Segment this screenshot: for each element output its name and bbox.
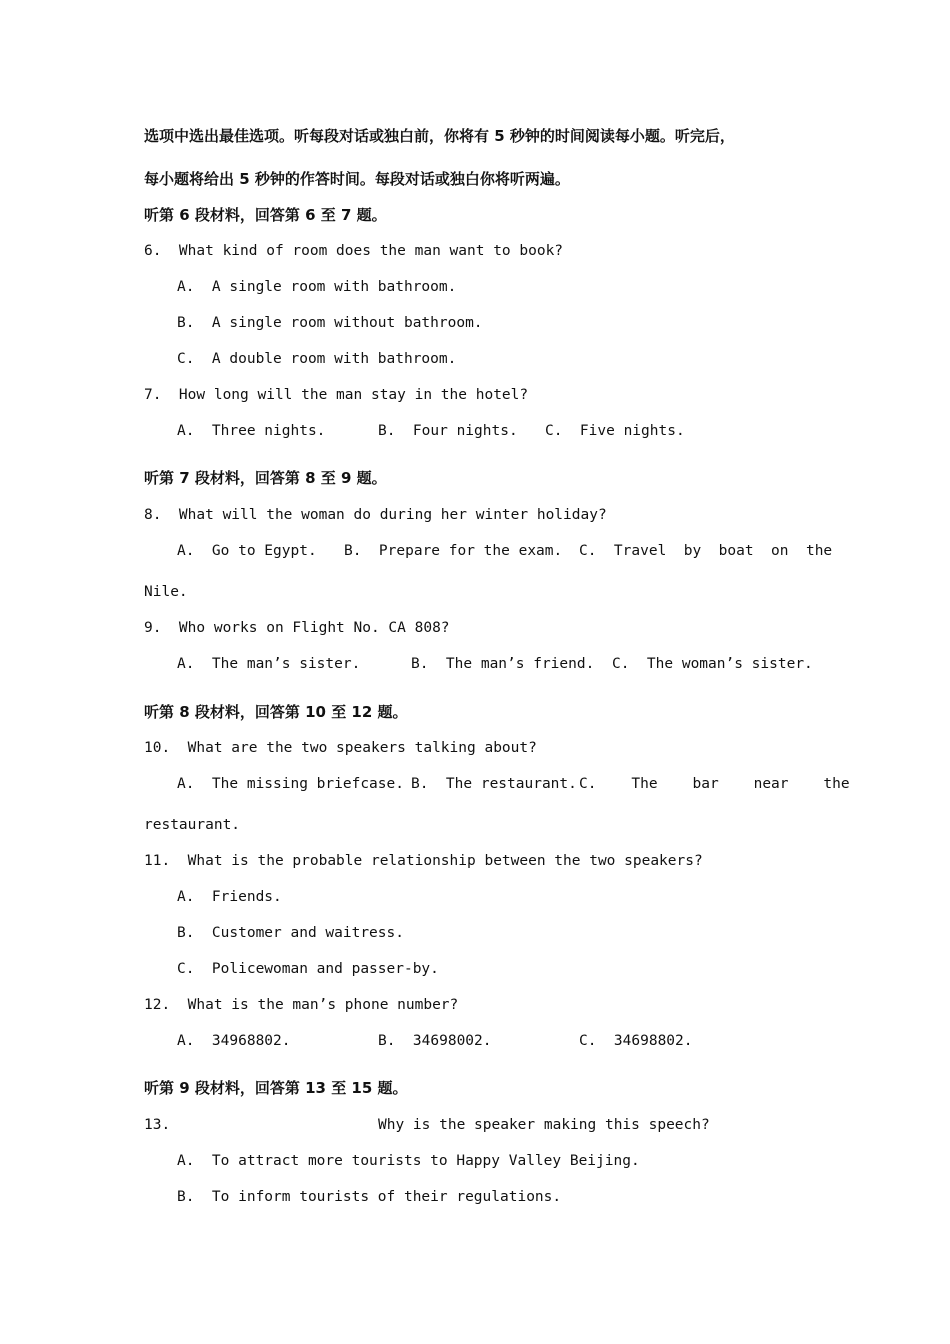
question-12-option-a: A. 34968802. (177, 1033, 291, 1049)
section-heading: 听第 7 段材料，回答第 8 至 9 题。 (144, 469, 387, 487)
question-12-stem: 12. What is the man’s phone number? (144, 997, 459, 1013)
question-7-option-a: A. Three nights. (177, 423, 326, 439)
question-13-option-b: B. To inform tourists of their regulations. (177, 1189, 562, 1205)
question-7-option-c: C. Five nights. (545, 423, 685, 439)
question-9-option-c: C. The woman’s sister. (612, 656, 813, 672)
question-6-option-a: A. A single room with bathroom. (177, 279, 457, 295)
question-8-option-c-continuation: Nile. (144, 584, 188, 600)
question-9-option-a: A. The man’s sister. (177, 656, 361, 672)
question-11-option-b: B. Customer and waitress. (177, 925, 404, 941)
question-12-option-c: C. 34698802. (579, 1033, 693, 1049)
intro-line-1: 选项中选出最佳选项。听每段对话或独白前，你将有 5 秒钟的时间阅读每小题。听完后， (144, 127, 735, 145)
question-6-option-b: B. A single room without bathroom. (177, 315, 483, 331)
question-8-option-a: A. Go to Egypt. (177, 543, 317, 559)
question-11-option-c: C. Policewoman and passer-by. (177, 961, 439, 977)
question-10-option-a: A. The missing briefcase. (177, 776, 404, 792)
question-7-stem: 7. How long will the man stay in the hotel? (144, 387, 529, 403)
question-8-stem: 8. What will the woman do during her winter holiday? (144, 507, 607, 523)
question-10-stem: 10. What are the two speakers talking about? (144, 740, 537, 756)
question-11-stem: 11. What is the probable relationship between the two speakers? (144, 853, 703, 869)
question-6-stem: 6. What kind of room does the man want to book? (144, 243, 564, 259)
question-10-option-c-continuation: restaurant. (144, 817, 241, 833)
question-13-option-a: A. To attract more tourists to Happy Valley Beijing. (177, 1153, 640, 1169)
question-12-option-b: B. 34698002. (378, 1033, 492, 1049)
question-8-option-b: B. Prepare for the exam. (344, 543, 563, 559)
question-7-option-b: B. Four nights. (378, 423, 518, 439)
question-10-option-b: B. The restaurant. (411, 776, 577, 792)
question-9-stem: 9. Who works on Flight No. CA 808? (144, 620, 450, 636)
section-heading: 听第 8 段材料，回答第 10 至 12 题。 (144, 703, 408, 721)
question-10-option-c: C. The bar near the (579, 776, 850, 792)
section-heading: 听第 6 段材料，回答第 6 至 7 题。 (144, 206, 387, 224)
question-13-number: 13. (144, 1117, 171, 1133)
question-8-option-c: C. Travel by boat on the (579, 543, 833, 559)
question-13-stem: Why is the speaker making this speech? (378, 1117, 710, 1133)
section-heading: 听第 9 段材料，回答第 13 至 15 题。 (144, 1079, 408, 1097)
intro-line-2: 每小题将给出 5 秒钟的作答时间。每段对话或独白你将听两遍。 (144, 170, 570, 188)
question-9-option-b: B. The man’s friend. (411, 656, 595, 672)
question-11-option-a: A. Friends. (177, 889, 282, 905)
question-6-option-c: C. A double room with bathroom. (177, 351, 457, 367)
